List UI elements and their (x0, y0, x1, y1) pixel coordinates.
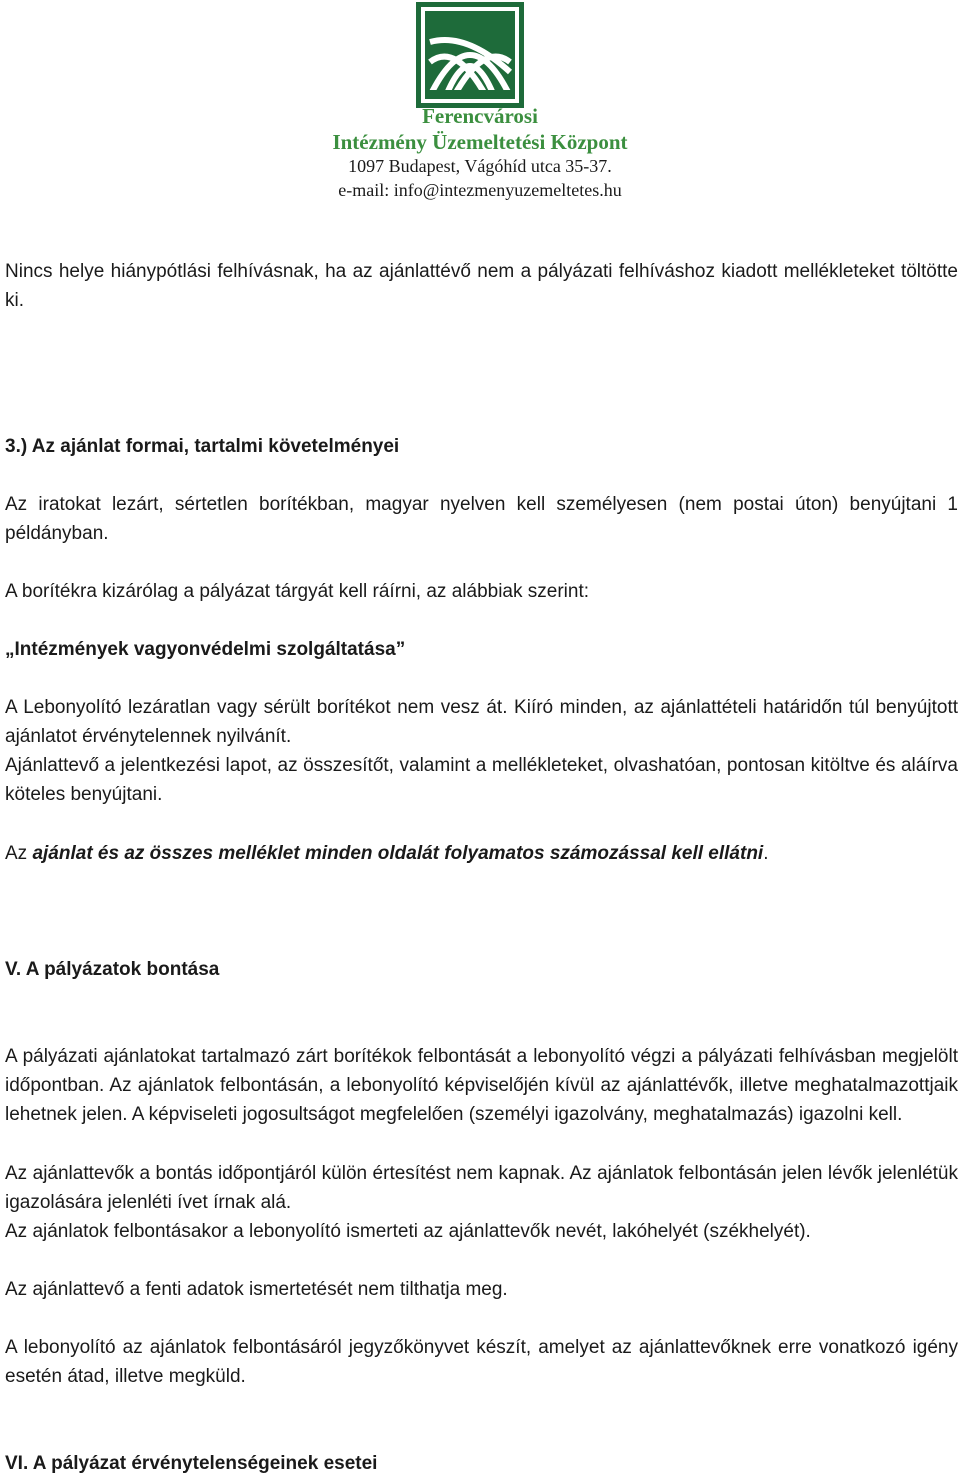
numbering-emphasis: ajánlat és az összes melléklet minden oldalát folyamatos számozással kell ellátni (32, 843, 764, 864)
paragraph-page-numbering (5, 839, 958, 868)
paragraph-damaged-envelope: A Lebonyolító lezáratlan vagy sérült borítékot nem vesz át. Kiíró minden, az ajánlattételi határidőn túl benyújtott ajánlatot érvénytelennek nyilvánít. (5, 697, 958, 748)
paragraph-opening-procedure: A pályázati ajánlatokat tartalmazó zárt borítékok felbontását a lebonyolító végzi a pályázati felhívásban megjelölt időpontban. Az ajánlatok felbontásán, a lebonyolító képviselőjén kívül az ajánlattévők, illetve meghatalmazottjaik lehetnek jelen. A képviseleti jogosultságot megfelelően (személyi igazolvány, meghatalmazás) igazolni kell. (5, 1046, 958, 1126)
numbering-prefix: Az (5, 843, 33, 864)
paragraph-bidder-details: Az ajánlatok felbontásakor a lebonyolító ismerteti az ajánlattevők nevét, lakóhelyét (székhelyét). (5, 1221, 811, 1242)
section-6-heading: VI. A pályázat érvénytelenségeinek esetei (5, 1453, 378, 1474)
letterhead (0, 0, 960, 215)
paragraph-forms-required: Ajánlattevő a jelentkezési lapot, az összesítőt, valamint a mellékleteket, olvashatóan, pontosan kitöltve és aláírva köteles benyújtani. (5, 755, 958, 806)
paragraph-no-notification: Az ajánlattevők a bontás időpontjáról külön értesítést nem kapnak. Az ajánlatok felbontásán jelen lévők jelenlétük igazolására jelenléti ívet írnak alá. (5, 1163, 958, 1214)
tender-subject-title: „Intézmények vagyonvédelmi szolgáltatása” (5, 639, 406, 660)
paragraph-missing-supplement: Nincs helye hiánypótlási felhívásnak, ha az ajánlattévő nem a pályázati felhíváshoz kiadott mellékleteket töltötte ki. (5, 261, 958, 312)
numbering-suffix: . (763, 843, 769, 864)
paragraph-sealed-envelope: Az iratokat lezárt, sértetlen borítékban, magyar nyelven kell személyesen (nem postai úton) benyújtani 1 példányban. (5, 494, 958, 545)
org-name-line1: Ferencvárosi (422, 104, 538, 128)
paragraph-cannot-forbid: Az ajánlattevő a fenti adatok ismertetését nem tilthatja meg. (5, 1279, 508, 1300)
section-3-heading: 3.) Az ajánlat formai, tartalmi követelményei (5, 436, 400, 457)
org-email: e-mail: info@intezmenyuzemeltetes.hu (338, 180, 622, 200)
paragraph-envelope-label: A borítékra kizárólag a pályázat tárgyát kell ráírni, az alábbiak szerint: (5, 581, 590, 602)
org-name-line2: Intézmény Üzemeltetési Központ (332, 130, 628, 154)
section-5-heading: V. A pályázatok bontása (5, 959, 220, 980)
arches-logo-icon (416, 2, 524, 108)
org-address: 1097 Budapest, Vágóhíd utca 35-37. (348, 156, 612, 176)
paragraph-minutes: A lebonyolító az ajánlatok felbontásáról jegyzőkönyvet készít, amelyet az ajánlattevőknek erre vonatkozó igény esetén átad, illetve megküld. (5, 1337, 958, 1388)
